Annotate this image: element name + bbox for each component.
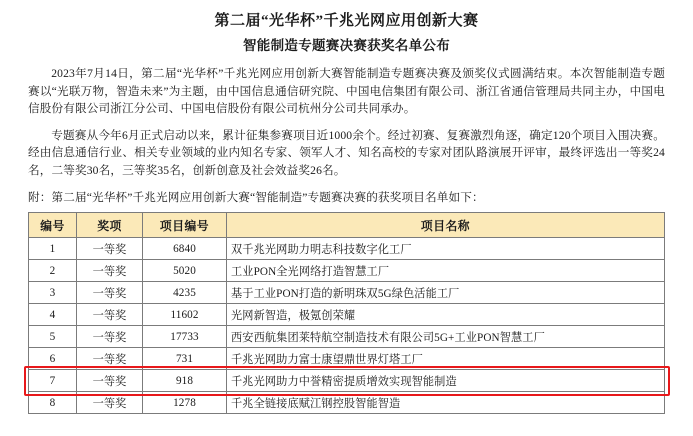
page-subtitle: 智能制造专题赛决赛获奖名单公布 [243,38,450,53]
attachment-note [28,189,665,206]
cell-prize: 一等奖 [77,370,143,392]
cell-prize: 一等奖 [77,326,143,348]
cell-name: 千兆光网助力富士康望鼎世界灯塔工厂 [227,348,665,370]
column-header-prize: 奖项 [77,213,143,238]
table-row [29,282,665,304]
cell-name: 工业PON全光网络打造智慧工厂 [227,260,665,282]
cell-code: 5020 [143,260,227,282]
paragraph-1: 2023年7月14日，第二届“光华杯”千兆光网应用创新大赛智能制造专题赛决赛及颁奖仪式圆满结束。本次智能制造专题赛以“光联万物，智造未来”为主题，由中国信息通信研究院、中国电信集团有限公司、浙江省通信管理局共同主办，中国电信股份有限公司浙江分公司、中国电信股份有限公司杭州分公司共同承办。 [28,67,665,115]
table-header-row [29,213,665,238]
column-header-name: 项目名称 [227,213,665,238]
cell-prize: 一等奖 [77,348,143,370]
cell-id: 1 [29,238,77,260]
cell-id: 6 [29,348,77,370]
table-row [29,326,665,348]
cell-name: 千兆光网助力中誉精密提质增效实现智能制造 [227,370,665,392]
cell-name: 西安西航集团莱特航空制造技术有限公司5G+工业PON智慧工厂 [227,326,665,348]
table-row [29,238,665,260]
cell-code: 17733 [143,326,227,348]
cell-id: 4 [29,304,77,326]
attachment-note-lead: 附： [28,191,52,204]
column-header-id: 编号 [29,213,77,238]
cell-code: 6840 [143,238,227,260]
attachment-note-text: 第二届“光华杯”千兆光网应用创新大赛“智能制造”专题赛决赛的获奖项目名单如下： [51,191,484,204]
cell-name: 双千兆光网助力明志科技数字化工厂 [227,238,665,260]
paragraph-2: 专题赛从今年6月正式启动以来，累计征集参赛项目近1000余个。经过初赛、复赛激烈角逐，确定120个项目入围决赛。经由信息通信行业、相关专业领域的业内知名专家、领军人才、知名高校的专家对团队路演展开评审，最终评选出一等奖24名，二等奖30名，三等奖35名，创新创意及社会效益奖26名。 [28,128,665,177]
column-header-code: 项目编号 [143,213,227,238]
table-row [29,304,665,326]
cell-code: 1278 [143,392,227,414]
cell-code: 731 [143,348,227,370]
cell-id: 3 [29,282,77,304]
cell-prize: 一等奖 [77,392,143,414]
table-row [29,348,665,370]
table-row-highlighted [29,370,665,392]
cell-name: 千兆全链接底赋江钢控股智能智造 [227,392,665,414]
cell-prize: 一等奖 [77,282,143,304]
cell-prize: 一等奖 [77,304,143,326]
page-title: 第二届“光华杯”千兆光网应用创新大赛 [214,13,479,29]
cell-id: 5 [29,326,77,348]
cell-name: 光网新智造，极氪创荣耀 [227,304,665,326]
cell-id: 8 [29,392,77,414]
cell-prize: 一等奖 [77,260,143,282]
cell-code: 918 [143,370,227,392]
cell-name: 基于工业PON打造的新明珠双5G绿色活能工厂 [227,282,665,304]
awards-table [28,212,665,414]
cell-id: 7 [29,370,77,392]
cell-prize: 一等奖 [77,238,143,260]
table-row [29,392,665,414]
awards-table-body [29,238,665,414]
cell-code: 4235 [143,282,227,304]
cell-code: 11602 [143,304,227,326]
cell-id: 2 [29,260,77,282]
table-row [29,260,665,282]
